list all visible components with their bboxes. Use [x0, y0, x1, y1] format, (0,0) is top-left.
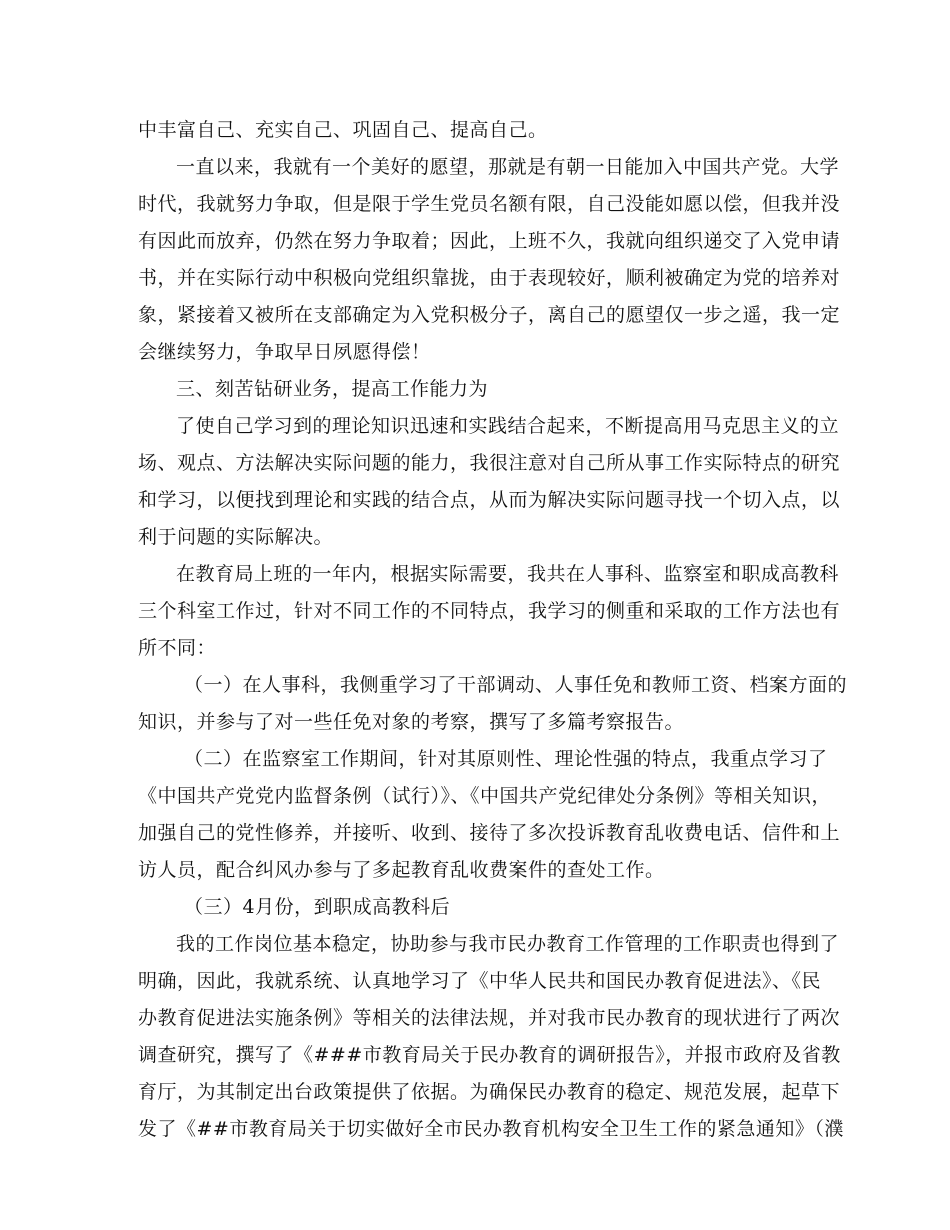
- text-line: 知识，并参与了对一些任免对象的考察，撰写了多篇考察报告。: [138, 711, 685, 733]
- text-line: （二）在监察室工作期间，针对其原则性、理论性强的特点，我重点学习了: [184, 748, 828, 770]
- text-line: （三）4月份，到职成高教科后: [184, 896, 451, 918]
- section-heading: 三、刻苦钻研业务，提高工作能力为: [176, 378, 489, 400]
- text-line: 发了《##市教育局关于切实做好全市民办教育机构安全卫生工作的紧急通知》（濮: [138, 1118, 844, 1140]
- text-line: 场、观点、方法解决实际问题的能力，我很注意对自己所从事工作实际特点的研究: [138, 452, 841, 474]
- text-line: 育厅，为其制定出台政策提供了依据。为确保民办教育的稳定、规范发展，起草下: [138, 1081, 841, 1103]
- text-line: 和学习，以便找到理论和实践的结合点，从而为解决实际问题寻找一个切入点，以: [138, 489, 841, 511]
- text-line: 了使自己学习到的理论知识迅速和实践结合起来，不断提高用马克思主义的立: [176, 415, 840, 437]
- text-line: 会继续努力，争取早日夙愿得偿！: [138, 341, 431, 363]
- text-line: 时代，我就努力争取，但是限于学生党员名额有限，自己没能如愿以偿，但我并没: [138, 193, 841, 215]
- text-line: 访人员，配合纠风办参与了多起教育乱收费案件的查处工作。: [138, 859, 665, 881]
- text-line: （一）在人事科，我侧重学习了干部调动、人事任免和教师工资、档案方面的: [184, 674, 848, 696]
- text-line: 明确，因此，我就系统、认真地学习了《中华人民共和国民办教育促进法》、《民: [138, 970, 822, 992]
- text-line: 中丰富自己、充实自己、巩固自己、提高自己。: [138, 119, 548, 141]
- text-line: 有因此而放弃，仍然在努力争取着；因此，上班不久，我就向组织递交了入党申请: [138, 230, 841, 252]
- text-line: 一直以来，我就有一个美好的愿望，那就是有朝一日能加入中国共产党。大学: [176, 156, 840, 178]
- text-line: 加强自己的党性修养，并接听、收到、接待了多次投诉教育乱收费电话、信件和上: [138, 822, 841, 844]
- text-line: 象，紧接着又被所在支部确定为入党积极分子，离自己的愿望仅一步之遥，我一定: [138, 304, 841, 326]
- text-line: 《中国共产党党内监督条例（试行）》、《中国共产党纪律处分条例》等相关知识，: [138, 785, 832, 807]
- text-line: 办教育促进法实施条例》等相关的法律法规，并对我市民办教育的现状进行了两次: [138, 1007, 841, 1029]
- text-line: 我的工作岗位基本稳定，协助参与我市民办教育工作管理的工作职责也得到了: [176, 933, 840, 955]
- text-line: 调查研究，撰写了《###市教育局关于民办教育的调研报告》，并报市政府及省教: [138, 1044, 841, 1066]
- text-line: 书，并在实际行动中积极向党组织靠拢，由于表现较好，顺利被确定为党的培养对: [138, 267, 841, 289]
- text-line: 在教育局上班的一年内，根据实际需要，我共在人事科、监察室和职成高教科: [176, 563, 840, 585]
- text-line: 利于问题的实际解决。: [138, 526, 334, 548]
- text-line: 三个科室工作过，针对不同工作的不同特点，我学习的侧重和采取的工作方法也有: [138, 600, 841, 622]
- text-line: 所不同：: [138, 637, 217, 659]
